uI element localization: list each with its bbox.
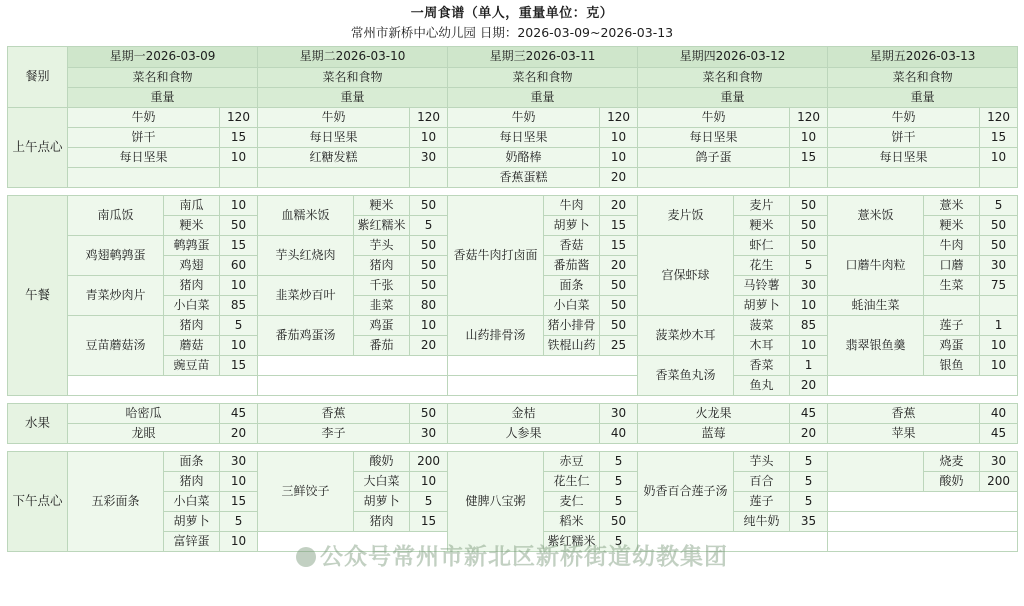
dish-name: 香蕉	[258, 403, 410, 423]
food-header-3: 菜名和食物	[448, 67, 638, 87]
dish-name: 蓝莓	[638, 423, 790, 443]
ingredient-weight: 5	[600, 491, 638, 511]
ingredient-weight: 10	[220, 275, 258, 295]
ingredient-name: 粳米	[924, 215, 980, 235]
dish-name: 山药排骨汤	[448, 315, 544, 355]
dish-weight: 30	[410, 423, 448, 443]
ingredient-name: 紫红糯米	[354, 215, 410, 235]
ingredient-name: 牛肉	[544, 195, 600, 215]
meal-name-水果: 水果	[8, 403, 68, 443]
dish-name: 香蕉蛋糕	[448, 167, 600, 187]
ingredient-name: 大白菜	[354, 471, 410, 491]
dish-name	[828, 167, 980, 187]
ingredient-name: 猪肉	[164, 315, 220, 335]
ingredient-name: 猪肉	[354, 255, 410, 275]
meal-name-下午点心: 下午点心	[8, 451, 68, 551]
ingredient-name: 麦片	[734, 195, 790, 215]
dish-name: 火龙果	[638, 403, 790, 423]
dish-name: 每日坚果	[448, 127, 600, 147]
dish-name: 人参果	[448, 423, 600, 443]
day-header-1: 星期一2026-03-09	[68, 46, 258, 67]
ingredient-weight: 10	[220, 531, 258, 551]
dish-weight: 10	[600, 127, 638, 147]
meal-row	[8, 451, 1018, 471]
header-row-food	[8, 67, 1018, 87]
ingredient-weight: 5	[220, 511, 258, 531]
dish-name: 血糯米饭	[258, 195, 354, 235]
ingredient-name: 富锌蛋	[164, 531, 220, 551]
ingredient-weight: 20	[600, 255, 638, 275]
ingredient-weight: 10	[220, 335, 258, 355]
ingredient-name: 莲子	[924, 315, 980, 335]
ingredient-weight: 50	[600, 511, 638, 531]
ingredient-weight: 10	[410, 471, 448, 491]
ingredient-name: 鸡蛋	[354, 315, 410, 335]
ingredient-name: 猪肉	[354, 511, 410, 531]
dish-name: 南瓜饭	[68, 195, 164, 235]
ingredient-name: 鸡蛋	[924, 335, 980, 355]
dish-weight: 45	[980, 423, 1018, 443]
ingredient-name: 胡萝卜	[734, 295, 790, 315]
dish-weight: 30	[410, 147, 448, 167]
ingredient-weight: 50	[790, 215, 828, 235]
dish-name: 香菜鱼丸汤	[638, 355, 734, 395]
ingredient-weight: 5	[790, 491, 828, 511]
empty-cell	[258, 355, 448, 375]
dish-name: 奶酪棒	[448, 147, 600, 167]
separator	[8, 443, 1018, 451]
ingredient-weight	[980, 295, 1018, 315]
ingredient-name: 酸奶	[354, 451, 410, 471]
meal-row	[8, 167, 1018, 187]
weight-header-5: 重量	[828, 87, 1018, 107]
dish-name: 鸡翅鹌鹑蛋	[68, 235, 164, 275]
dish-weight: 120	[980, 107, 1018, 127]
dish-weight: 20	[600, 167, 638, 187]
dish-name: 红糖发糕	[258, 147, 410, 167]
ingredient-weight: 15	[220, 235, 258, 255]
section-separator	[8, 187, 1018, 195]
dish-name: 豆苗蘑菇汤	[68, 315, 164, 375]
meal-name-午餐: 午餐	[8, 195, 68, 395]
dish-weight: 50	[410, 403, 448, 423]
ingredient-name: 紫红糯米	[544, 531, 600, 551]
ingredient-name: 千张	[354, 275, 410, 295]
separator	[8, 187, 1018, 195]
dish-name: 牛奶	[68, 107, 220, 127]
ingredient-name: 莲子	[734, 491, 790, 511]
ingredient-weight: 20	[790, 375, 828, 395]
ingredient-name: 木耳	[734, 335, 790, 355]
ingredient-weight: 85	[220, 295, 258, 315]
ingredient-name: 南瓜	[164, 195, 220, 215]
ingredient-weight: 10	[410, 315, 448, 335]
dish-weight: 45	[790, 403, 828, 423]
weight-header-1: 重量	[68, 87, 258, 107]
dish-weight: 15	[790, 147, 828, 167]
menu-table	[7, 46, 1018, 552]
ingredient-name: 粳米	[734, 215, 790, 235]
meal-name-上午点心: 上午点心	[8, 107, 68, 187]
separator	[8, 395, 1018, 403]
dish-name: 每日坚果	[638, 127, 790, 147]
dish-weight: 45	[220, 403, 258, 423]
ingredient-name: 番茄	[354, 335, 410, 355]
ingredient-weight: 15	[220, 355, 258, 375]
watermark-text: 公众号常州市新北区新桥街道幼教集团	[320, 544, 728, 570]
section-separator	[8, 395, 1018, 403]
ingredient-name: 生菜	[924, 275, 980, 295]
ingredient-weight: 200	[980, 471, 1018, 491]
ingredient-weight: 5	[980, 195, 1018, 215]
ingredient-name: 小白菜	[164, 491, 220, 511]
ingredient-name: 香菇	[544, 235, 600, 255]
ingredient-weight: 10	[790, 335, 828, 355]
ingredient-name: 麦仁	[544, 491, 600, 511]
ingredient-weight: 50	[410, 255, 448, 275]
ingredient-name: 猪肉	[164, 275, 220, 295]
ingredient-weight: 5	[790, 255, 828, 275]
food-header-4: 菜名和食物	[638, 67, 828, 87]
ingredient-weight: 50	[410, 275, 448, 295]
ingredient-weight: 5	[600, 531, 638, 551]
ingredient-name: 鸡翅	[164, 255, 220, 275]
ingredient-name: 花生	[734, 255, 790, 275]
dish-name: 龙眼	[68, 423, 220, 443]
dish-name: 五彩面条	[68, 451, 164, 551]
ingredient-weight: 5	[790, 451, 828, 471]
dish-name	[68, 167, 220, 187]
meal-row	[8, 403, 1018, 423]
ingredient-weight: 50	[600, 275, 638, 295]
weight-header-2: 重量	[258, 87, 448, 107]
day-header-3: 星期三2026-03-11	[448, 46, 638, 67]
weight-header-4: 重量	[638, 87, 828, 107]
dish-name: 哈密瓜	[68, 403, 220, 423]
dish-name: 宫保虾球	[638, 235, 734, 315]
ingredient-name: 胡萝卜	[164, 511, 220, 531]
ingredient-weight: 50	[790, 235, 828, 255]
ingredient-weight: 35	[790, 511, 828, 531]
ingredient-weight: 30	[980, 255, 1018, 275]
ingredient-weight: 50	[410, 235, 448, 255]
dish-weight: 20	[220, 423, 258, 443]
empty-cell	[448, 375, 638, 395]
dish-weight: 15	[980, 127, 1018, 147]
ingredient-weight: 30	[220, 451, 258, 471]
day-header-5: 星期五2026-03-13	[828, 46, 1018, 67]
ingredient-weight: 50	[980, 235, 1018, 255]
ingredient-name: 胡萝卜	[354, 491, 410, 511]
dish-name: 健脾八宝粥	[448, 451, 544, 551]
dish-weight	[220, 167, 258, 187]
empty-cell	[828, 491, 1018, 511]
food-header-1: 菜名和食物	[68, 67, 258, 87]
ingredient-weight: 60	[220, 255, 258, 275]
dish-name: 香蕉	[828, 403, 980, 423]
header-row-weight	[8, 87, 1018, 107]
dish-name: 蚝油生菜	[828, 295, 924, 315]
ingredient-weight: 25	[600, 335, 638, 355]
ingredient-name: 韭菜	[354, 295, 410, 315]
dish-name: 青菜炒肉片	[68, 275, 164, 315]
ingredient-weight: 5	[220, 315, 258, 335]
ingredient-weight: 50	[600, 315, 638, 335]
dish-name: 苹果	[828, 423, 980, 443]
dish-name: 鸽子蛋	[638, 147, 790, 167]
ingredient-weight: 50	[790, 195, 828, 215]
ingredient-weight: 10	[980, 355, 1018, 375]
dish-weight: 40	[980, 403, 1018, 423]
meal-row	[8, 375, 1018, 395]
dish-weight: 120	[410, 107, 448, 127]
ingredient-name: 胡萝卜	[544, 215, 600, 235]
dish-weight: 10	[980, 147, 1018, 167]
ingredient-name: 芋头	[734, 451, 790, 471]
ingredient-weight: 20	[410, 335, 448, 355]
ingredient-name: 薏米	[924, 195, 980, 215]
dish-name: 翡翠银鱼羹	[828, 315, 924, 375]
meal-row	[8, 107, 1018, 127]
ingredient-name: 百合	[734, 471, 790, 491]
dish-weight: 10	[410, 127, 448, 147]
ingredient-name: 鹌鹑蛋	[164, 235, 220, 255]
dish-weight: 120	[600, 107, 638, 127]
dish-name: 金桔	[448, 403, 600, 423]
ingredient-weight: 50	[600, 295, 638, 315]
dish-weight: 10	[790, 127, 828, 147]
ingredient-weight: 50	[410, 195, 448, 215]
ingredient-name: 酸奶	[924, 471, 980, 491]
ingredient-weight: 80	[410, 295, 448, 315]
header-row-days	[8, 46, 1018, 67]
meal-row	[8, 423, 1018, 443]
dish-name: 菠菜炒木耳	[638, 315, 734, 355]
ingredient-name: 花生仁	[544, 471, 600, 491]
ingredient-name: 银鱼	[924, 355, 980, 375]
title-block	[0, 0, 1024, 42]
dish-name: 香菇牛肉打卤面	[448, 195, 544, 315]
ingredient-name: 虾仁	[734, 235, 790, 255]
empty-cell	[828, 531, 1018, 551]
empty-cell	[638, 531, 828, 551]
food-header-5: 菜名和食物	[828, 67, 1018, 87]
dish-weight	[980, 167, 1018, 187]
dish-name: 每日坚果	[828, 147, 980, 167]
empty-cell	[258, 375, 448, 395]
ingredient-weight: 50	[980, 215, 1018, 235]
dish-name: 牛奶	[638, 107, 790, 127]
day-header-2: 星期二2026-03-10	[258, 46, 448, 67]
dish-name: 牛奶	[448, 107, 600, 127]
empty-cell	[258, 531, 448, 551]
dish-weight: 40	[600, 423, 638, 443]
dish-name: 麦片饭	[638, 195, 734, 235]
ingredient-weight: 10	[220, 195, 258, 215]
dish-name: 每日坚果	[68, 147, 220, 167]
ingredient-name	[924, 295, 980, 315]
ingredient-weight: 30	[980, 451, 1018, 471]
dish-name: 奶香百合莲子汤	[638, 451, 734, 531]
dish-name: 口蘑牛肉粒	[828, 235, 924, 295]
food-header-2: 菜名和食物	[258, 67, 448, 87]
dish-name: 牛奶	[828, 107, 980, 127]
ingredient-name: 面条	[164, 451, 220, 471]
ingredient-name: 小白菜	[544, 295, 600, 315]
ingredient-weight: 15	[600, 215, 638, 235]
dish-name: 芋头红烧肉	[258, 235, 354, 275]
dish-name: 每日坚果	[258, 127, 410, 147]
dish-name	[828, 451, 924, 491]
ingredient-weight: 75	[980, 275, 1018, 295]
ingredient-weight: 200	[410, 451, 448, 471]
empty-cell	[68, 375, 258, 395]
dish-name: 饼干	[68, 127, 220, 147]
ingredient-name: 菠菜	[734, 315, 790, 335]
ingredient-weight: 15	[600, 235, 638, 255]
empty-cell	[828, 511, 1018, 531]
dish-weight: 15	[220, 127, 258, 147]
ingredient-name: 小白菜	[164, 295, 220, 315]
ingredient-weight: 5	[410, 491, 448, 511]
ingredient-name: 赤豆	[544, 451, 600, 471]
ingredient-weight: 30	[790, 275, 828, 295]
meal-column-header: 餐别	[8, 46, 68, 107]
ingredient-name: 马铃薯	[734, 275, 790, 295]
weight-header-3: 重量	[448, 87, 638, 107]
empty-cell	[448, 355, 638, 375]
ingredient-weight: 10	[790, 295, 828, 315]
ingredient-weight: 5	[410, 215, 448, 235]
dish-weight: 10	[600, 147, 638, 167]
dish-name: 李子	[258, 423, 410, 443]
ingredient-name: 烧麦	[924, 451, 980, 471]
ingredient-name: 粳米	[164, 215, 220, 235]
empty-cell	[828, 375, 1018, 395]
day-header-4: 星期四2026-03-12	[638, 46, 828, 67]
page-subtitle: 常州市新桥中心幼儿园 日期：2026-03-09~2026-03-13	[350, 24, 674, 40]
ingredient-weight: 20	[600, 195, 638, 215]
ingredient-name: 粳米	[354, 195, 410, 215]
dish-name: 饼干	[828, 127, 980, 147]
ingredient-weight: 5	[790, 471, 828, 491]
ingredient-weight: 5	[600, 471, 638, 491]
dish-name: 番茄鸡蛋汤	[258, 315, 354, 355]
dish-name	[258, 167, 410, 187]
ingredient-weight: 50	[220, 215, 258, 235]
dish-name: 三鲜饺子	[258, 451, 354, 531]
ingredient-weight: 5	[600, 451, 638, 471]
ingredient-weight: 10	[220, 471, 258, 491]
dish-name: 牛奶	[258, 107, 410, 127]
ingredient-name: 芋头	[354, 235, 410, 255]
ingredient-name: 面条	[544, 275, 600, 295]
ingredient-weight: 1	[980, 315, 1018, 335]
ingredient-name: 稻米	[544, 511, 600, 531]
meal-row	[8, 127, 1018, 147]
meal-row	[8, 315, 1018, 335]
ingredient-name: 香菜	[734, 355, 790, 375]
dish-weight: 120	[790, 107, 828, 127]
dish-weight	[410, 167, 448, 187]
ingredient-name: 猪小排骨	[544, 315, 600, 335]
ingredient-name: 纯牛奶	[734, 511, 790, 531]
meal-row	[8, 147, 1018, 167]
ingredient-name: 蘑菇	[164, 335, 220, 355]
ingredient-weight: 15	[220, 491, 258, 511]
ingredient-name: 牛肉	[924, 235, 980, 255]
dish-weight	[790, 167, 828, 187]
ingredient-weight: 85	[790, 315, 828, 335]
ingredient-name: 番茄酱	[544, 255, 600, 275]
section-separator	[8, 443, 1018, 451]
ingredient-name: 铁棍山药	[544, 335, 600, 355]
dish-name: 薏米饭	[828, 195, 924, 235]
dish-name: 韭菜炒百叶	[258, 275, 354, 315]
ingredient-weight: 1	[790, 355, 828, 375]
ingredient-name: 口蘑	[924, 255, 980, 275]
page-title: 一周食谱（单人，重量单位：克）	[410, 6, 614, 21]
meal-row	[8, 195, 1018, 215]
ingredient-name: 豌豆苗	[164, 355, 220, 375]
ingredient-name: 鱼丸	[734, 375, 790, 395]
ingredient-weight: 10	[980, 335, 1018, 355]
dish-name	[638, 167, 790, 187]
dish-weight: 10	[220, 147, 258, 167]
dish-weight: 20	[790, 423, 828, 443]
dish-weight: 120	[220, 107, 258, 127]
dish-weight: 30	[600, 403, 638, 423]
ingredient-weight: 15	[410, 511, 448, 531]
ingredient-name: 猪肉	[164, 471, 220, 491]
